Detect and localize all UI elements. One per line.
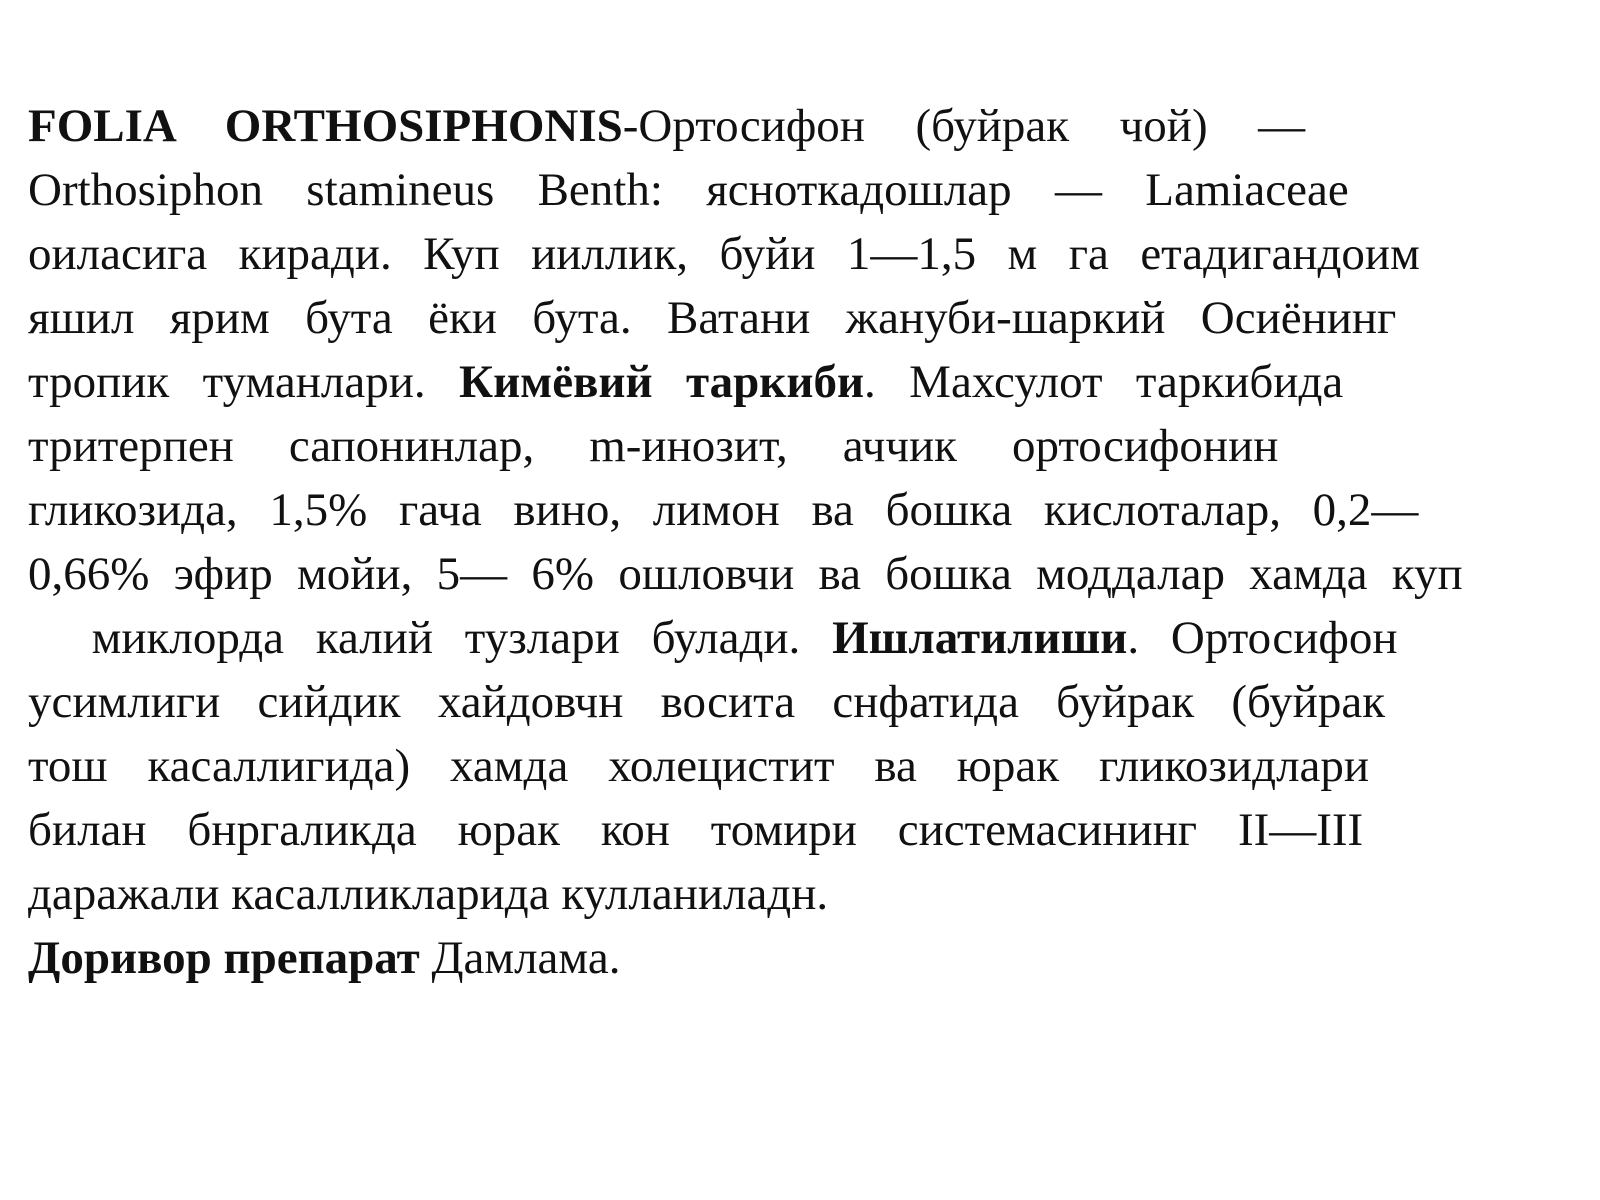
text-line-10 [28, 670, 1548, 734]
line-8-text: 0,66% эфир мойи, 5— 6% ошловчи ва бошка моддалар хамда куп [28, 548, 1463, 600]
line-7-text: гликозида, 1,5% гача вино, лимон ва бошка кислоталар, 0,2— [28, 484, 1419, 536]
text-line-6 [28, 414, 1548, 478]
text-line-2 [28, 158, 1548, 222]
text-line-13 [28, 862, 1548, 926]
text-line-7 [28, 478, 1548, 542]
section-heading-medicinal-preparation: Доривор препарат [28, 932, 420, 984]
line-2-text: Orthosiphon stamineus Benth: ясноткадошлар — Lamiaceae [28, 164, 1349, 216]
text-line-9 [28, 606, 1548, 670]
line-12-text: билан бнргаликда юрак кон томири системасининг II—III [28, 804, 1364, 856]
text-line-1 [28, 94, 1548, 158]
line-5-pre: тропик туманлари. [28, 356, 426, 408]
latin-title: FOLIA ORTHOSIPHONIS [28, 100, 623, 152]
line-9-post: . Ортосифон [1127, 612, 1398, 664]
section-heading-usage: Ишлатилиши [832, 612, 1128, 664]
line-3-text: оиласига киради. Куп ииллик, буйи 1—1,5 м га етадигандоим [28, 228, 1420, 280]
line-4-text: яшил ярим бута ёки бута. Ватани жануби-шаркий Осиёнинг [28, 292, 1397, 344]
text-line-11 [28, 734, 1548, 798]
line-11-text: тош касаллигида) хамда холецистит ва юрак гликозидлари [28, 740, 1370, 792]
text-line-12 [28, 798, 1548, 862]
line-10-text: усимлиги сийдик хайдовчн восита снфатида буйрак (буйрак [28, 676, 1386, 728]
line-1-text [28, 94, 1305, 158]
document-body [28, 94, 1548, 990]
title-russian-name: -Ортосифон (буйрак чой) — [622, 100, 1306, 152]
line-14-post: Дамлама. [419, 932, 621, 984]
text-line-5 [28, 350, 1548, 414]
line-6-text: тритерпен сапонинлар, m-инозит, аччик ортосифонин [28, 420, 1279, 472]
line-9-pre: миклорда калий тузлари булади. [91, 612, 801, 664]
section-heading-chemical-composition: Кимёвий таркиби [459, 356, 865, 408]
text-line-4 [28, 286, 1548, 350]
text-line-8 [28, 542, 1548, 606]
line-5-post: . Махсулот таркибида [864, 356, 1344, 408]
text-line-14 [28, 926, 1548, 990]
line-13-text: даражали касалликларида кулланиладн. [28, 868, 829, 920]
text-line-3 [28, 222, 1548, 286]
